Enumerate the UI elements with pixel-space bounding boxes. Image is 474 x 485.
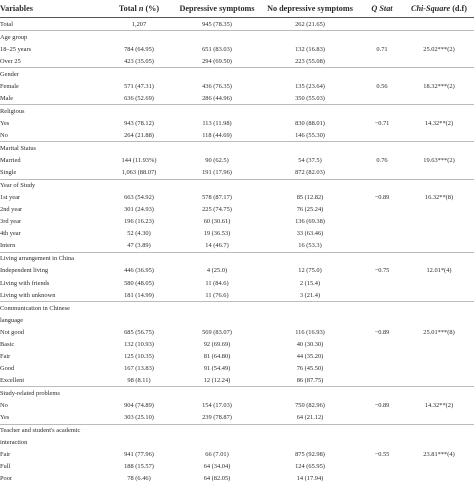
table-row [0, 92, 474, 105]
table-row [0, 155, 474, 167]
table-row [0, 350, 474, 362]
depressive-cell: 118 (44.69) [202, 131, 232, 139]
no-depressive-cell: 76 (25.24) [296, 206, 324, 214]
chi-square-cell [404, 68, 474, 81]
row-label: Basic [0, 340, 15, 348]
total-cell [104, 424, 174, 437]
no-depressive-cell: 136 (69.38) [295, 218, 325, 226]
no-depressive-cell: 124 (65.95) [295, 463, 325, 471]
total-cell: 904 (74.89) [124, 401, 154, 409]
total-cell: 1,207 [104, 18, 174, 31]
no-depressive-cell: 14 (17.94) [296, 475, 324, 483]
table-row [0, 437, 474, 449]
no-depressive-cell: 116 (16.93) [295, 328, 325, 336]
row-label: Living with unknown [0, 291, 56, 299]
table-row [0, 18, 474, 31]
row-label: Teacher and student's academic [0, 424, 104, 437]
table-row [0, 461, 474, 473]
total-cell: 132 (10.93) [124, 340, 154, 348]
q-stat-cell [360, 92, 404, 105]
q-stat-cell [360, 424, 404, 437]
chi-square-cell [404, 424, 474, 437]
no-depressive-cell: 2 (15.4) [299, 279, 321, 287]
depressive-cell: 11 (84.6) [205, 279, 229, 287]
q-stat-cell [360, 302, 404, 315]
depressive-cell: 90 (62.5) [205, 157, 229, 165]
total-cell [104, 179, 174, 192]
no-depressive-cell: 830 (88.01) [295, 119, 325, 127]
no-depressive-cell: 54 (37.5) [298, 157, 322, 165]
q-stat-cell [360, 167, 404, 180]
q-stat-cell [360, 129, 404, 142]
q-stat-cell [360, 314, 404, 326]
q-stat-cell [360, 338, 404, 350]
row-label: Independent living [0, 267, 49, 275]
depressive-cell [174, 142, 260, 155]
q-stat-cell: −0.89 [374, 328, 390, 336]
chi-square-cell [404, 374, 474, 387]
no-depressive-cell: 750 (82.96) [295, 401, 325, 409]
total-cell: 47 (3.89) [127, 242, 151, 250]
chi-square-cell [404, 461, 474, 473]
row-label: Living with friends [0, 279, 50, 287]
table-row [0, 399, 474, 411]
q-stat-cell [360, 461, 404, 473]
no-depressive-cell [260, 302, 360, 315]
row-label: Age group [0, 31, 104, 44]
total-cell [104, 314, 174, 326]
chi-square-cell [404, 228, 474, 240]
table-row [0, 240, 474, 253]
depressive-cell: 154 (17.03) [202, 401, 232, 409]
row-label: Fair [0, 451, 11, 459]
row-label: Yes [0, 119, 10, 127]
q-stat-cell [360, 289, 404, 302]
depressive-cell: 436 (76.35) [202, 82, 232, 90]
total-cell: 784 (64.95) [124, 45, 154, 53]
table-row [0, 314, 474, 326]
row-label: No [0, 131, 8, 139]
total-cell [104, 142, 174, 155]
table-group-row [0, 142, 474, 155]
total-cell: 181 (14.99) [124, 291, 154, 299]
table-body [0, 18, 474, 485]
q-stat-cell [360, 412, 404, 425]
no-depressive-cell [260, 252, 360, 265]
row-label: 2nd year [0, 206, 23, 214]
total-cell: 663 (54.92) [124, 194, 154, 202]
chi-square-cell [404, 473, 474, 485]
no-depressive-cell [260, 31, 360, 44]
row-label: Fair [0, 352, 11, 360]
no-depressive-cell: 132 (16.83) [295, 45, 325, 53]
row-label: Female [0, 82, 19, 90]
depressive-cell: 92 (69.69) [203, 340, 231, 348]
row-label: Living arrangement in China [0, 252, 104, 265]
chi-square-cell [404, 92, 474, 105]
chi-square-cell: 23.81***(4) [423, 451, 455, 459]
q-stat-cell [360, 204, 404, 216]
depressive-cell: 19 (36.53) [203, 230, 231, 238]
row-label: Married [0, 157, 21, 165]
q-stat-cell [360, 473, 404, 485]
total-cell [104, 437, 174, 449]
depressive-cell: 191 (17.96) [202, 169, 232, 177]
total-cell: 685 (56.75) [124, 328, 154, 336]
row-label: Yes [0, 414, 10, 422]
table-row [0, 204, 474, 216]
no-depressive-cell: 872 (82.03) [295, 169, 325, 177]
no-depressive-cell [260, 179, 360, 192]
total-cell: 52 (4.30) [127, 230, 151, 238]
table-row [0, 129, 474, 142]
chi-square-cell [404, 105, 474, 118]
q-stat-cell [360, 179, 404, 192]
depressive-cell [174, 302, 260, 315]
table-row [0, 80, 474, 92]
chi-square-cell [404, 350, 474, 362]
header-chi-square: Chi-Square (d.f) [404, 0, 474, 18]
table-row [0, 216, 474, 228]
row-label: 3rd year [0, 218, 22, 226]
q-stat-cell [360, 374, 404, 387]
total-cell: 196 (16.23) [124, 218, 154, 226]
table-row [0, 277, 474, 289]
depressive-cell: 294 (69.50) [202, 57, 232, 65]
depressive-cell [174, 437, 260, 449]
table-group-row [0, 302, 474, 315]
total-cell [104, 68, 174, 81]
chi-square-cell: 16.32**(8) [424, 194, 454, 202]
chi-square-cell [404, 302, 474, 315]
no-depressive-cell [260, 424, 360, 437]
chi-square-cell: 12.01*(4) [426, 267, 452, 275]
q-stat-cell [360, 437, 404, 449]
total-cell: 144 (11.93%) [121, 157, 157, 165]
row-label: No [0, 401, 8, 409]
table-row [0, 473, 474, 485]
table-row [0, 374, 474, 387]
chi-square-cell [404, 387, 474, 400]
row-label: Total [0, 18, 104, 31]
depressive-cell: 945 (78.35) [174, 18, 260, 31]
q-stat-cell [360, 362, 404, 374]
table-row [0, 338, 474, 350]
no-depressive-cell [260, 105, 360, 118]
table-row [0, 55, 474, 68]
row-label: language [0, 316, 24, 324]
chi-square-cell [404, 277, 474, 289]
row-label: Over 25 [0, 57, 21, 65]
depressive-cell: 64 (34.04) [203, 463, 231, 471]
header-row [0, 0, 474, 18]
depressive-cell [174, 387, 260, 400]
depressive-cell [174, 252, 260, 265]
table-group-row [0, 424, 474, 437]
no-depressive-cell: 40 (30.30) [296, 340, 324, 348]
q-stat-cell [360, 277, 404, 289]
chi-square-cell [404, 338, 474, 350]
table-row [0, 412, 474, 425]
chi-square-cell [404, 362, 474, 374]
total-cell: 264 (21.88) [124, 131, 154, 139]
no-depressive-cell: 64 (21.12) [296, 414, 324, 422]
depressive-cell: 81 (64.80) [203, 352, 231, 360]
no-depressive-cell [260, 437, 360, 449]
chi-square-cell: 19.63***(2) [423, 157, 455, 165]
chi-square-cell: 18.32***(2) [423, 82, 455, 90]
no-depressive-cell: 223 (55.08) [295, 57, 325, 65]
q-stat-cell [360, 55, 404, 68]
no-depressive-cell: 350 (55.03) [295, 94, 325, 102]
depressive-cell [174, 105, 260, 118]
table-row [0, 167, 474, 180]
q-stat-cell [360, 31, 404, 44]
table-row [0, 228, 474, 240]
q-stat-cell [360, 252, 404, 265]
depressive-cell [174, 179, 260, 192]
row-label: 1st year [0, 194, 21, 202]
header-depressive: Depressive symptoms [174, 0, 260, 18]
table-group-row [0, 252, 474, 265]
row-label: Single [0, 169, 17, 177]
table-group-row [0, 68, 474, 81]
row-label: Religious [0, 105, 104, 118]
total-cell: 636 (52.69) [124, 94, 154, 102]
no-depressive-cell: 76 (45.50) [296, 364, 324, 372]
chi-square-cell [404, 216, 474, 228]
chi-square-cell: 14.32**(2) [424, 119, 454, 127]
header-q-stat: Q Stat [360, 0, 404, 18]
depressive-cell: 569 (83.07) [202, 328, 232, 336]
total-cell [104, 302, 174, 315]
table-row [0, 265, 474, 277]
depressive-cell [174, 424, 260, 437]
table-row [0, 117, 474, 129]
row-label: Good [0, 364, 15, 372]
total-cell: 1,063 (88.07) [121, 169, 157, 177]
depressive-cell: 64 (82.05) [203, 475, 231, 483]
q-stat-cell: −0.89 [374, 401, 390, 409]
no-depressive-cell [260, 68, 360, 81]
depressive-cell: 239 (78.87) [202, 414, 232, 422]
table-group-row [0, 387, 474, 400]
chi-square-cell: 14.32**(2) [424, 401, 454, 409]
depressive-cell: 14 (46.7) [205, 242, 229, 250]
depressive-cell [174, 68, 260, 81]
row-label: Full [0, 463, 11, 471]
row-label: Male [0, 94, 14, 102]
total-cell: 78 (6.46) [127, 475, 151, 483]
no-depressive-cell: 85 (12.82) [296, 194, 324, 202]
q-stat-cell [360, 228, 404, 240]
total-cell [104, 105, 174, 118]
q-stat-cell: −0.71 [374, 119, 390, 127]
no-depressive-cell [260, 142, 360, 155]
q-stat-cell [360, 105, 404, 118]
depressive-cell: 225 (74.75) [202, 206, 232, 214]
row-label: Intern [0, 242, 16, 250]
no-depressive-cell: 135 (23.64) [295, 82, 325, 90]
no-depressive-cell: 44 (35.20) [296, 352, 324, 360]
table-row [0, 449, 474, 461]
chi-square-cell [404, 314, 474, 326]
no-depressive-cell: 86 (87.75) [296, 376, 324, 384]
q-stat-cell [360, 240, 404, 253]
row-label: Not good [0, 328, 24, 336]
header-variables: Variables [0, 0, 104, 18]
row-label: Year of Study [0, 179, 104, 192]
no-depressive-cell: 12 (75.0) [298, 267, 322, 275]
depressive-cell: 66 (7.01) [205, 451, 229, 459]
q-stat-cell: 0.76 [376, 157, 388, 165]
chi-square-cell [404, 289, 474, 302]
total-cell: 446 (36.95) [124, 267, 154, 275]
no-depressive-cell: 33 (63.46) [296, 230, 324, 238]
chi-square-cell [404, 179, 474, 192]
chi-square-cell [404, 55, 474, 68]
chi-square-cell [404, 252, 474, 265]
depressive-cell: 60 (30.61) [203, 218, 231, 226]
chi-square-cell [404, 437, 474, 449]
table-group-row [0, 105, 474, 118]
q-stat-cell [360, 216, 404, 228]
table-row [0, 192, 474, 204]
table-group-row [0, 179, 474, 192]
total-cell [104, 387, 174, 400]
no-depressive-cell: 16 (53.3) [298, 242, 322, 250]
total-cell: 303 (25.10) [124, 414, 154, 422]
total-cell: 423 (35.05) [124, 57, 154, 65]
row-label: interaction [0, 439, 28, 447]
total-cell: 125 (10.35) [124, 352, 154, 360]
row-label: Study-related problems [0, 387, 104, 400]
q-stat-cell [360, 68, 404, 81]
depressive-cell: 113 (11.98) [202, 119, 232, 127]
chi-square-cell [404, 204, 474, 216]
chi-square-cell [404, 412, 474, 425]
total-cell: 943 (78.12) [124, 119, 154, 127]
chi-square-cell [404, 31, 474, 44]
q-stat-cell [360, 350, 404, 362]
no-depressive-cell: 262 (21.65) [260, 18, 360, 31]
depressive-cell: 11 (76.6) [205, 291, 229, 299]
row-label: 18–25 years [0, 45, 32, 53]
no-depressive-cell: 875 (92.98) [295, 451, 325, 459]
q-stat-cell [360, 387, 404, 400]
q-stat-cell: 0.71 [376, 45, 388, 53]
total-cell: 167 (13.83) [124, 364, 154, 372]
q-stat-cell: −0.75 [374, 267, 390, 275]
depressive-cell: 4 (25.0) [206, 267, 228, 275]
no-depressive-cell: 3 (21.4) [299, 291, 321, 299]
q-stat-cell: −0.89 [374, 194, 390, 202]
chi-square-cell: 25.01***(8) [423, 328, 455, 336]
total-cell: 98 (8.11) [127, 376, 151, 384]
total-cell: 188 (15.57) [124, 463, 154, 471]
q-stat-cell [360, 142, 404, 155]
q-stat-cell: −0.55 [374, 451, 390, 459]
total-cell [104, 31, 174, 44]
depressive-cell: 578 (87.17) [202, 194, 232, 202]
header-no-depressive: No depressive symptoms [260, 0, 360, 18]
chi-square-cell [404, 240, 474, 253]
table-group-row [0, 31, 474, 44]
depressive-cell: 12 (12.24) [203, 376, 231, 384]
depressive-cell: 91 (54.49) [203, 364, 231, 372]
depressive-cell: 651 (83.03) [202, 45, 232, 53]
q-stat-cell [360, 18, 404, 31]
row-label: 4th year [0, 230, 21, 238]
no-depressive-cell [260, 314, 360, 326]
q-stat-cell: 0.56 [376, 82, 388, 90]
total-cell [104, 252, 174, 265]
no-depressive-cell [260, 387, 360, 400]
row-label: Gender [0, 68, 104, 81]
chi-square-cell [404, 129, 474, 142]
total-cell: 941 (77.96) [124, 451, 154, 459]
total-cell: 301 (24.93) [124, 206, 154, 214]
table-row [0, 43, 474, 55]
table-row [0, 326, 474, 338]
row-label: Marital Status [0, 142, 104, 155]
total-cell: 580 (48.05) [124, 279, 154, 287]
chi-square-cell [404, 142, 474, 155]
no-depressive-cell: 146 (55.30) [295, 131, 325, 139]
total-cell: 571 (47.31) [124, 82, 154, 90]
table-row [0, 289, 474, 302]
depressive-cell [174, 31, 260, 44]
chi-square-cell [404, 167, 474, 180]
chi-square-cell [404, 18, 474, 31]
depressive-cell: 286 (44.96) [202, 94, 232, 102]
row-label: Excellent [0, 376, 25, 384]
header-total: Total n (%) [104, 0, 174, 18]
depressive-cell [174, 314, 260, 326]
row-label: Communication in Chinese [0, 302, 104, 315]
table-row [0, 362, 474, 374]
chi-square-cell: 25.02***(2) [423, 45, 455, 53]
row-label: Poor [0, 475, 13, 483]
